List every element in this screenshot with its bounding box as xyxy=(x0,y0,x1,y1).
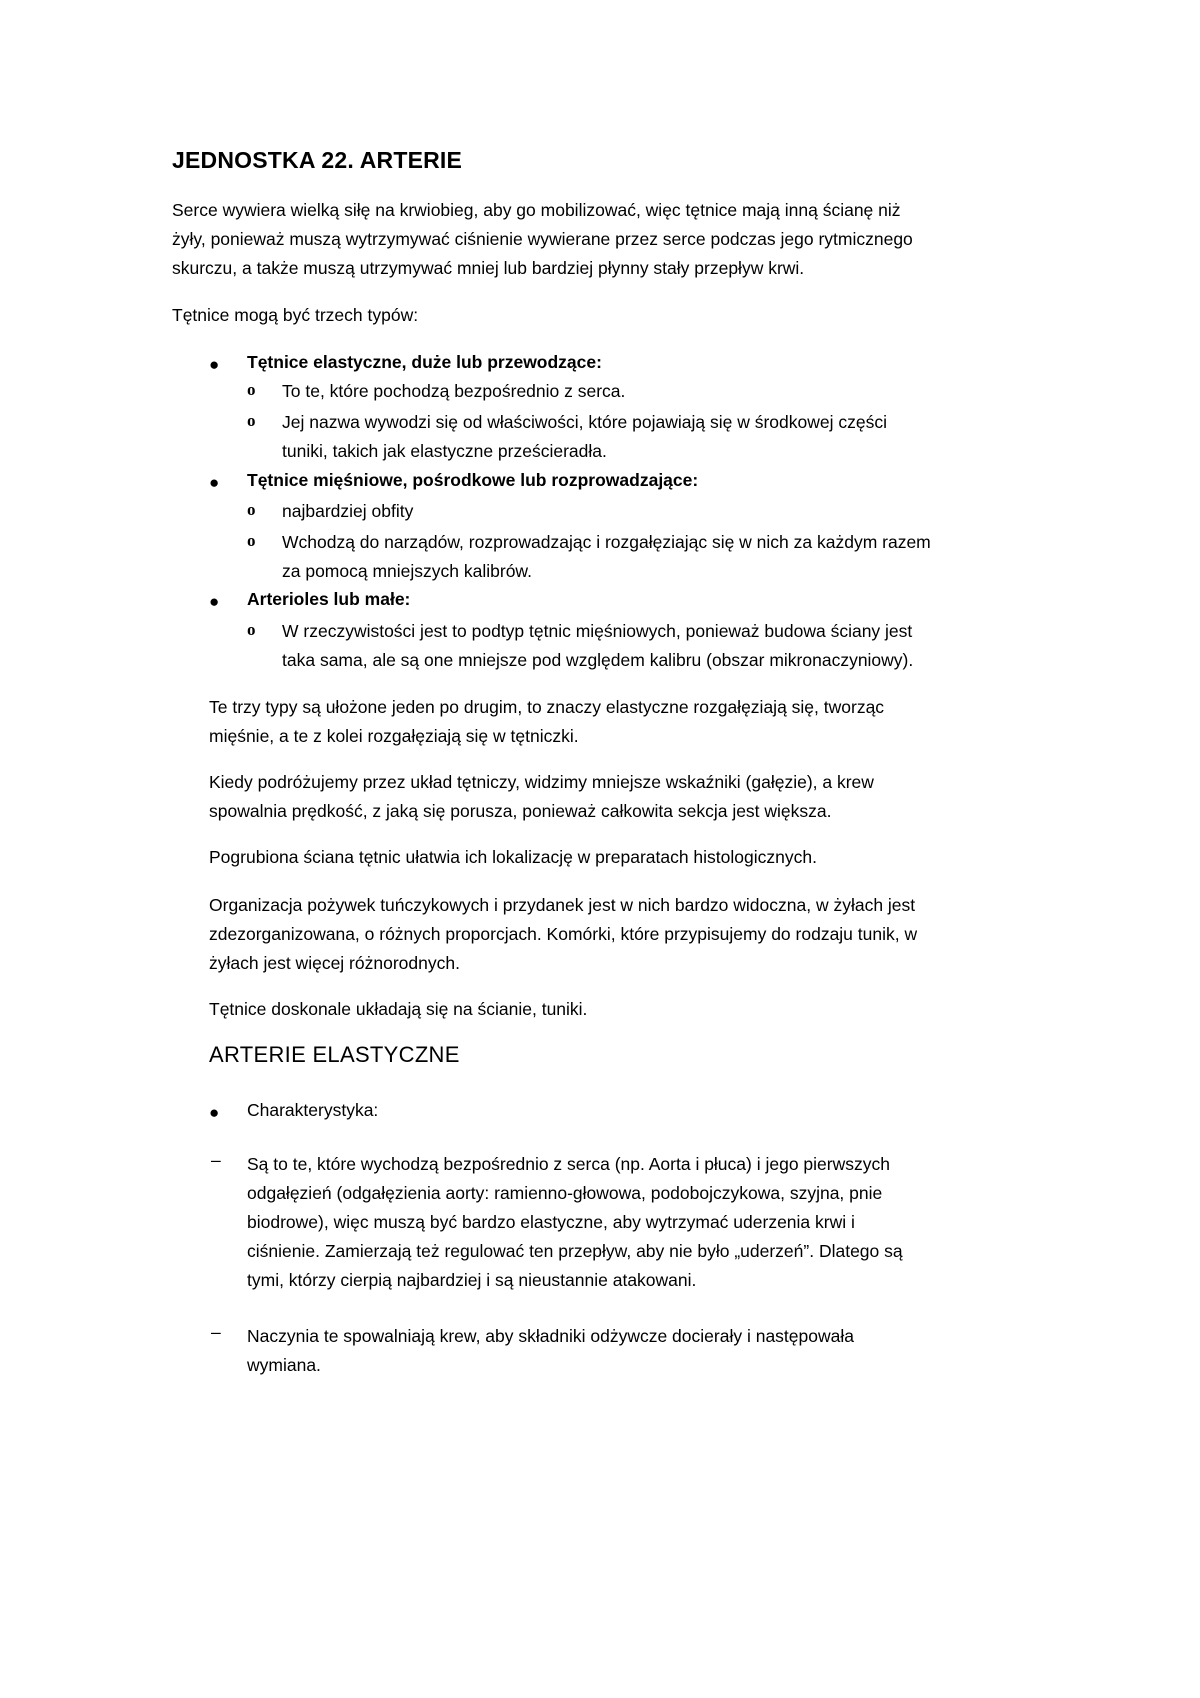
sub-item-line: Jej nazwa wywodzi się od właściwości, które pojawiają się w środkowej części xyxy=(282,412,887,432)
sub-bullet-icon: o xyxy=(247,380,256,399)
intro-paragraph xyxy=(172,196,913,283)
sub-item-line: Wchodzą do narządów, rozprowadzając i rozgałęziając się w nich za każdym razem xyxy=(282,532,931,552)
intro-line: żyły, ponieważ muszą wytrzymywać ciśnienie wywierane przez serce podczas jego rytmicznego xyxy=(172,229,913,249)
type-heading: Arterioles lub małe: xyxy=(247,589,411,609)
dash-marker: – xyxy=(211,1150,221,1170)
paragraph-line: zdezorganizowana, o różnych proporcjach. Komórki, które przypisujemy do rodzaju tunik, w xyxy=(209,924,918,944)
sub-item-line: za pomocą mniejszych kalibrów. xyxy=(282,561,532,581)
page-title: JEDNOSTKA 22. ARTERIE xyxy=(172,147,463,173)
paragraph-line: Kiedy podróżujemy przez układ tętniczy, widzimy mniejsze wskaźniki (gałęzie), a krew xyxy=(209,772,874,792)
types-intro: Tętnice mogą być trzech typów: xyxy=(172,305,419,325)
section-bullet: Charakterystyka: xyxy=(247,1100,379,1120)
dash-item-line: odgałęzień (odgałęzienia aorty: ramienno-głowowa, podobojczykowa, szyjna, pnie xyxy=(247,1183,883,1203)
type-sub-item xyxy=(282,377,625,406)
dash-item-line: tymi, którzy cierpią najbardziej i są nieustannie atakowani. xyxy=(247,1270,697,1290)
intro-line: Serce wywiera wielką siłę na krwiobieg, aby go mobilizować, więc tętnice mają inną ścianę niż xyxy=(172,200,901,220)
paragraph-line: spowalnia prędkość, z jaką się porusza, ponieważ całkowita sekcja jest większa. xyxy=(209,801,832,821)
paragraph xyxy=(209,843,817,872)
type-heading: Tętnice mięśniowe, pośrodkowe lub rozprowadzające: xyxy=(247,470,699,490)
bullet-icon: ● xyxy=(209,473,220,492)
dash-item-line: Naczynia te spowalniają krew, aby składniki odżywcze docierały i następowała xyxy=(247,1326,854,1346)
dash-item-line: ciśnienie. Zamierzają też regulować ten przepływ, aby nie było „uderzeń”. Dlatego są xyxy=(247,1241,903,1261)
type-sub-item xyxy=(282,497,413,526)
paragraph xyxy=(209,693,884,751)
section-heading: ARTERIE ELASTYCZNE xyxy=(209,1042,460,1067)
sub-item-line: W rzeczywistości jest to podtyp tętnic mięśniowych, ponieważ budowa ściany jest xyxy=(282,621,913,641)
sub-item-line: tuniki, takich jak elastyczne prześcieradła. xyxy=(282,441,607,461)
dash-item xyxy=(247,1322,854,1380)
bullet-icon: ● xyxy=(209,592,220,611)
bullet-icon: ● xyxy=(209,1103,220,1122)
dash-marker: – xyxy=(211,1322,221,1342)
paragraph xyxy=(209,995,587,1024)
paragraph xyxy=(209,891,917,978)
paragraph-line: żyłach jest więcej różnorodnych. xyxy=(209,953,460,973)
dash-item-line: biodrowe), więc muszą być bardzo elastyczne, aby wytrzymać uderzenia krwi i xyxy=(247,1212,855,1232)
paragraph xyxy=(209,768,874,826)
sub-item-line: taka sama, ale są one mniejsze pod względem kalibru (obszar mikronaczyniowy). xyxy=(282,650,914,670)
intro-line: skurczu, a także muszą utrzymywać mniej lub bardziej płynny stały przepływ krwi. xyxy=(172,258,805,278)
paragraph-line: Pogrubiona ściana tętnic ułatwia ich lokalizację w preparatach histologicznych. xyxy=(209,847,817,867)
dash-item xyxy=(247,1150,903,1295)
sub-item-line: To te, które pochodzą bezpośrednio z serca. xyxy=(282,381,626,401)
sub-bullet-icon: o xyxy=(247,500,256,519)
paragraph-line: Te trzy typy są ułożone jeden po drugim, to znaczy elastyczne rozgałęziają się, tworząc xyxy=(209,697,885,717)
bullet-icon: ● xyxy=(209,355,220,374)
type-heading: Tętnice elastyczne, duże lub przewodzące: xyxy=(247,352,602,372)
type-sub-item xyxy=(282,617,913,675)
sub-bullet-icon: o xyxy=(247,620,256,639)
dash-item-line: Są to te, które wychodzą bezpośrednio z serca (np. Aorta i płuca) i jego pierwszych xyxy=(247,1154,890,1174)
sub-bullet-icon: o xyxy=(247,411,256,430)
dash-item-line: wymiana. xyxy=(247,1355,321,1375)
paragraph-line: Tętnice doskonale układają się na ścianie, tuniki. xyxy=(209,999,588,1019)
paragraph-line: Organizacja pożywek tuńczykowych i przydanek jest w nich bardzo widoczna, w żyłach jest xyxy=(209,895,916,915)
type-sub-item xyxy=(282,408,887,466)
sub-item-line: najbardziej obfity xyxy=(282,501,414,521)
type-sub-item xyxy=(282,528,931,586)
sub-bullet-icon: o xyxy=(247,531,256,550)
paragraph-line: mięśnie, a te z kolei rozgałęziają się w tętniczki. xyxy=(209,726,579,746)
